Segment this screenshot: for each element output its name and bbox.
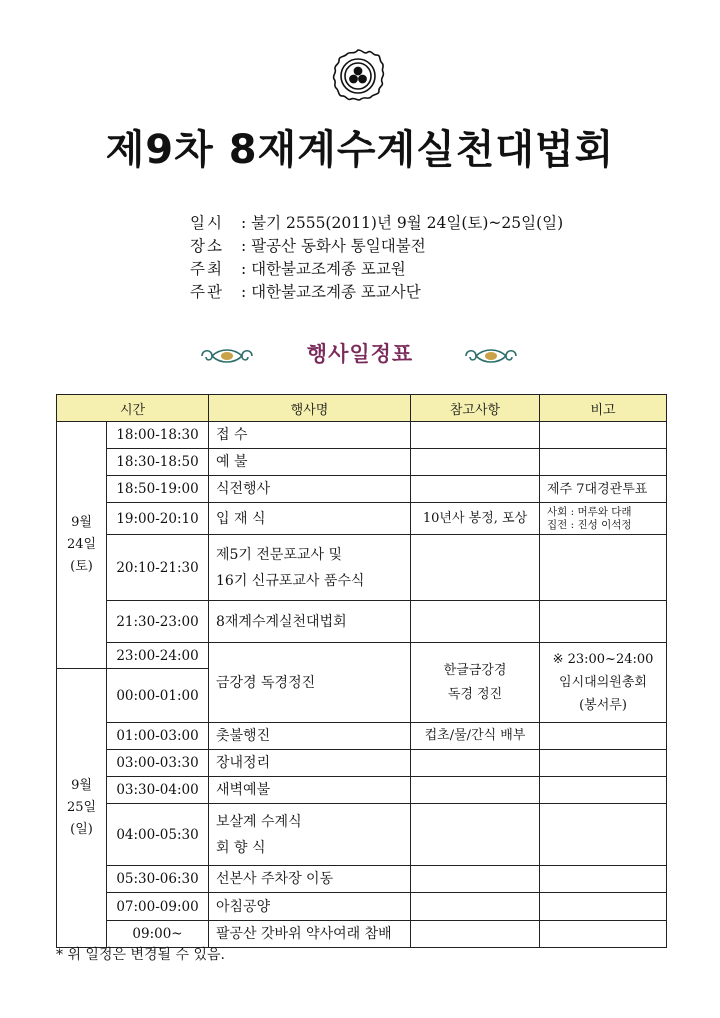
note-cell: [540, 535, 667, 601]
event-cell: 접 수: [209, 422, 411, 449]
table-row: [57, 866, 667, 893]
info-label: 일시: [190, 214, 224, 232]
time-cell: 18:00-18:30: [107, 422, 209, 449]
event-cell: 예 불: [209, 449, 411, 476]
event-line: 보살계 수계식: [216, 813, 302, 830]
info-organizer: [190, 281, 563, 304]
reference-cell: 10년사 봉정, 포상: [411, 503, 540, 535]
day1-date-cell: [57, 422, 107, 669]
page-title: 제9차 8재계수계실천대법회: [105, 127, 615, 173]
reference-cell: [411, 535, 540, 601]
reference-cell: [411, 921, 540, 948]
reference-cell: [411, 476, 540, 503]
time-cell: 09:00~: [107, 921, 209, 948]
day1-weekday: (토): [70, 559, 93, 574]
time-cell: 23:00-24:00: [107, 643, 209, 669]
event-line: 회 향 식: [216, 839, 266, 856]
table-row: [57, 535, 667, 601]
time-cell: 19:00-20:10: [107, 503, 209, 535]
event-line: 16기 신규포교사 품수식: [216, 572, 365, 589]
footnote: * 위 일정은 변경될 수 있음.: [56, 947, 225, 963]
event-cell: 8재계수계실천대법회: [209, 601, 411, 643]
reference-cell: [411, 866, 540, 893]
time-cell: 21:30-23:00: [107, 601, 209, 643]
info-value: 팔공산 동화사 통일대불전: [251, 237, 426, 255]
table-row: [57, 449, 667, 476]
reference-cell: [411, 643, 540, 723]
day2-date-cell: [57, 669, 107, 948]
event-cell: 팔공산 갓바위 약사여래 참배: [209, 921, 411, 948]
note-cell: [540, 921, 667, 948]
reference-cell: [411, 777, 540, 804]
schedule-title: 행사일정표: [306, 342, 414, 366]
reference-cell: [411, 601, 540, 643]
event-info: [190, 212, 563, 304]
event-cell: 식전행사: [209, 476, 411, 503]
reference-line: 한글금강경: [443, 662, 507, 678]
info-host: [190, 258, 563, 281]
reference-cell: [411, 750, 540, 777]
note-cell: [540, 643, 667, 723]
header-reference: 참고사항: [411, 395, 540, 422]
info-label: 주최: [190, 260, 224, 278]
table-row: [57, 643, 667, 669]
table-row: [57, 476, 667, 503]
event-cell: 새벽예불: [209, 777, 411, 804]
time-cell: 01:00-03:00: [107, 723, 209, 750]
note-cell: [540, 866, 667, 893]
note-line: 사회 : 머루와 다래: [547, 505, 632, 518]
reference-cell: [411, 804, 540, 866]
info-label: 주관: [190, 283, 224, 301]
table-row: [57, 723, 667, 750]
note-cell: [540, 449, 667, 476]
note-line: ※ 23:00~24:00: [552, 652, 654, 667]
event-cell: 아침공양: [209, 893, 411, 921]
time-cell: 00:00-01:00: [107, 669, 209, 723]
ornament-right-icon: [462, 345, 520, 367]
buddhist-emblem-icon: [330, 48, 386, 104]
reference-cell: 컵초/물/간식 배부: [411, 723, 540, 750]
note-cell: [540, 804, 667, 866]
note-line: 집전 : 진성 이석정: [547, 518, 632, 531]
table-row: [57, 804, 667, 866]
schedule-table: [56, 394, 667, 948]
time-cell: 03:00-03:30: [107, 750, 209, 777]
event-cell: 입 재 식: [209, 503, 411, 535]
info-value: 불기 2555(2011)년 9월 24일(토)~25일(일): [251, 214, 564, 232]
table-row: [57, 422, 667, 449]
reference-line: 독경 정진: [447, 686, 503, 702]
event-cell: 선본사 주차장 이동: [209, 866, 411, 893]
day1-day: 24일: [66, 537, 97, 552]
time-cell: 20:10-21:30: [107, 535, 209, 601]
time-cell: 04:00-05:30: [107, 804, 209, 866]
note-cell: [540, 723, 667, 750]
header-event: 행사명: [209, 395, 411, 422]
reference-cell: [411, 422, 540, 449]
day1-month: 9월: [71, 515, 92, 530]
note-cell: [540, 893, 667, 921]
note-cell: 제주 7대경관투표: [540, 476, 667, 503]
info-separator: :: [240, 214, 247, 232]
info-separator: :: [240, 260, 247, 278]
reference-cell: [411, 893, 540, 921]
table-row: [57, 893, 667, 921]
table-row: [57, 503, 667, 535]
event-line: 제5기 전문포교사 및: [216, 546, 342, 563]
day2-weekday: (일): [70, 822, 93, 837]
note-cell: [540, 750, 667, 777]
note-line: 임시대의원총회: [559, 675, 647, 690]
schedule-heading: [0, 335, 720, 375]
header-time: 시간: [57, 395, 209, 422]
table-row: [57, 777, 667, 804]
info-value: 대한불교조계종 포교사단: [251, 283, 421, 301]
reference-cell: [411, 449, 540, 476]
note-cell: [540, 601, 667, 643]
info-value: 대한불교조계종 포교원: [251, 260, 406, 278]
info-label: 장소: [190, 237, 224, 255]
info-date: [190, 212, 563, 235]
event-cell: [209, 535, 411, 601]
note-cell: [540, 777, 667, 804]
day2-day: 25일: [66, 800, 97, 815]
time-cell: 18:30-18:50: [107, 449, 209, 476]
note-line: (봉서루): [579, 698, 627, 713]
time-cell: 03:30-04:00: [107, 777, 209, 804]
info-venue: [190, 235, 563, 258]
table-header-row: [57, 395, 667, 422]
note-cell: [540, 422, 667, 449]
time-cell: 05:30-06:30: [107, 866, 209, 893]
event-cell: [209, 804, 411, 866]
table-row: [57, 601, 667, 643]
info-separator: :: [240, 237, 247, 255]
event-cell: 촛불행진: [209, 723, 411, 750]
table-row: [57, 750, 667, 777]
time-cell: 07:00-09:00: [107, 893, 209, 921]
time-cell: 18:50-19:00: [107, 476, 209, 503]
event-cell: 금강경 독경정진: [209, 643, 411, 723]
note-cell: [540, 503, 667, 535]
header-note: 비고: [540, 395, 667, 422]
day2-month: 9월: [71, 778, 92, 793]
event-cell: 장내정리: [209, 750, 411, 777]
info-separator: :: [240, 283, 247, 301]
